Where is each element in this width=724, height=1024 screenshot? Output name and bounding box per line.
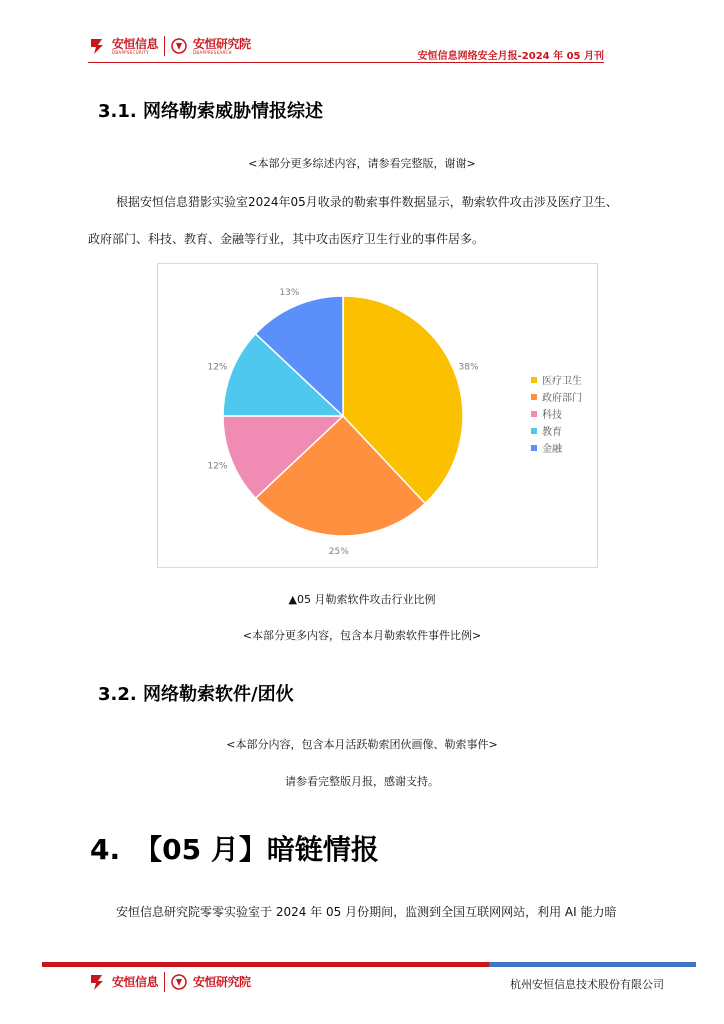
logo-left-sub: DBAPPSECURITY [112, 49, 149, 55]
legend-swatch-3 [531, 428, 537, 434]
pie-chart-frame [157, 263, 598, 568]
pie-label-2: 12% [207, 461, 228, 472]
section-3-1-para-line2: 政府部门、科技、教育、金融等行业，其中攻击医疗卫生行业的事件居多。 [88, 232, 485, 246]
logo-left-text [112, 38, 158, 55]
footer-research-logo-icon [171, 974, 187, 990]
chart-caption: ▲05 月勒索软件攻击行业比例 [288, 593, 436, 606]
section-3-2-note2: 请参看完整版月报，感谢支持。 [285, 775, 439, 788]
section-4-heading: 4. 【05 月】暗链情报 [90, 833, 379, 866]
pie-label-3: 12% [207, 362, 228, 373]
footer-logo [88, 972, 251, 992]
footer-logo-right-name: 安恒研究院 [193, 975, 251, 989]
pie-label-4: 13% [279, 288, 300, 299]
pie-label-0: 38% [458, 362, 479, 373]
legend-label-0: 医疗卫生 [542, 376, 582, 387]
research-logo-icon [171, 38, 187, 54]
footer-dbappsecurity-logo-icon [88, 973, 106, 991]
logo-right-text [193, 38, 251, 55]
legend-swatch-0 [531, 377, 537, 383]
legend-label-2: 科技 [542, 410, 562, 421]
dbappsecurity-logo-icon [88, 37, 106, 55]
pie-label-1: 25% [328, 546, 349, 557]
logo-left-name: 安恒信息 [112, 36, 159, 51]
header-logo [88, 36, 251, 56]
legend-swatch-4 [531, 445, 537, 451]
section-3-2-note: <本部分内容，包含本月活跃勒索团伙画像、勒索事件> [226, 738, 498, 751]
section-3-2-heading: 3.2. 网络勒索软件/团伙 [98, 684, 294, 705]
footer-company: 杭州安恒信息技术股份有限公司 [510, 978, 664, 991]
section-3-1-para-line1: 根据安恒信息猎影实验室2024年05月收录的勒索事件数据显示，勒索软件攻击涉及医疗卫生、 [116, 195, 618, 209]
footer-bar-blue [489, 962, 696, 967]
header-rule [88, 62, 604, 63]
section-4-para: 安恒信息研究院零零实验室于 2024 年 05 月份期间，监测到全国互联网网站，利用 AI 能力暗 [116, 905, 617, 919]
footer-logo-separator [164, 972, 165, 992]
legend-label-4: 金融 [542, 444, 562, 455]
logo-right-name: 安恒研究院 [193, 36, 251, 51]
logo-right-sub: DBAPPRESEARCH [193, 49, 232, 55]
section-3-1-note: <本部分更多综述内容，请参看完整版，谢谢> [248, 157, 476, 170]
logo-separator [164, 36, 165, 56]
legend-swatch-2 [531, 411, 537, 417]
header-title: 安恒信息网络安全月报-2024 年 05 月刊 [417, 51, 604, 62]
legend-label-1: 政府部门 [542, 393, 582, 404]
section-3-1-heading: 3.1. 网络勒索威胁情报综述 [98, 101, 323, 122]
legend-label-3: 教育 [542, 427, 562, 438]
legend-swatch-1 [531, 394, 537, 400]
footer-logo-left-name: 安恒信息 [112, 975, 159, 989]
footer-bar-red [42, 962, 489, 967]
section-3-1-note2: <本部分更多内容，包含本月勒索软件事件比例> [242, 629, 482, 642]
pie-chart [158, 264, 597, 567]
